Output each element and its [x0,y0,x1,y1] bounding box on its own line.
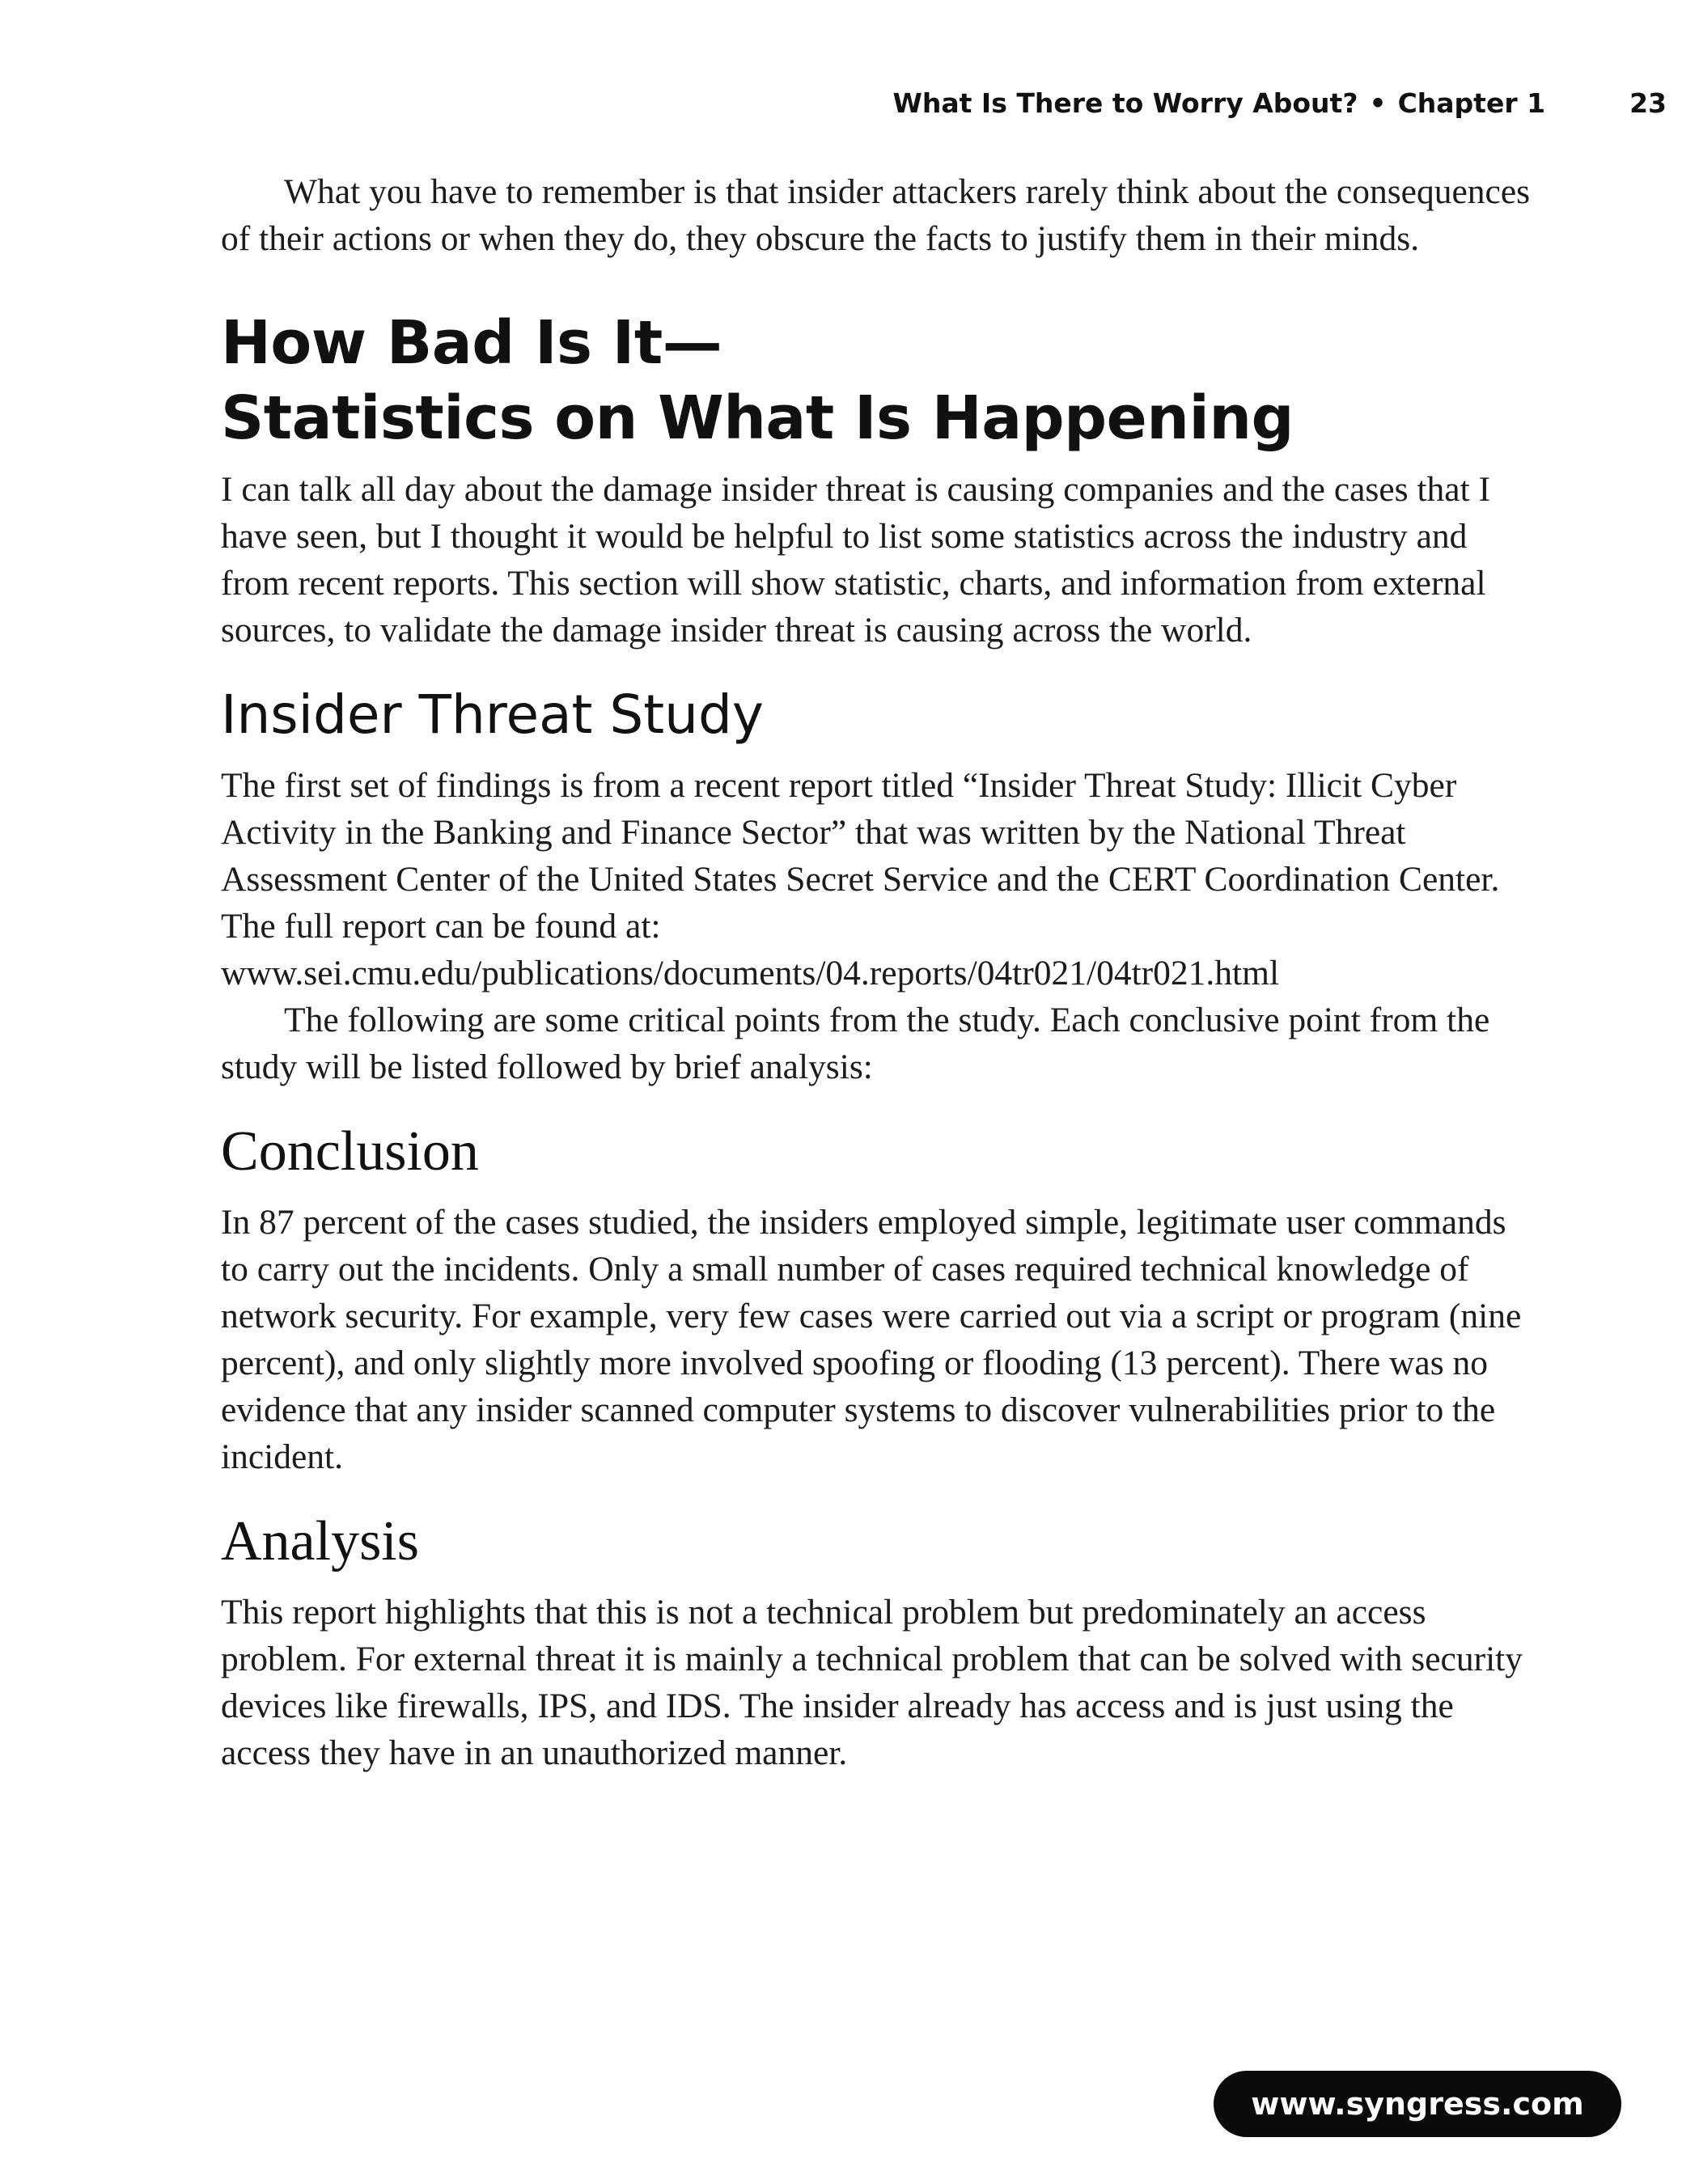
analysis-paragraph: This report highlights that this is not a technical problem but predominately an access problem. For external threat it is mainly a technical problem that can be solved with security devices like firewalls, IPS, and IDS. The insider already has access and is just using the access they have in an unauthorized manner. [221,1593,1523,1772]
study-paragraph-2: The following are some critical points from the study. Each conclusive point from the study will be listed followed by brief analysis: [221,1001,1490,1086]
footer-url-badge[interactable] [1214,2071,1621,2137]
section-paragraph: I can talk all day about the damage insider threat is causing companies and the cases that I have seen, but I thought it would be helpful to list some statistics across the industry and from recent reports. This section will show statistic, charts, and information from external sources, to validate the damage insider threat is causing across the world. [221,470,1491,650]
intro-paragraph: What you have to remember is that insider attackers rarely think about the consequences of their actions or when they do, they obscure the facts to justify them in their minds. [221,172,1531,258]
footer-url[interactable]: www.syngress.com [1251,2086,1584,2122]
study-paragraph-1: The first set of findings is from a recent report titled “Insider Threat Study: Illicit Cyber Activity in the Banking and Finance Sector” that was written by the National Threat Assessment Center of the United States Secret Service and the CERT Coordination Center. The full report can be found at: www.sei.cmu.edu/publications/documents/04.reports/04tr021/04tr021.html [221,766,1500,993]
section-heading [221,306,1541,456]
chapter-title: What Is There to Worry About? [892,87,1358,119]
study-heading: Insider Threat Study [221,684,764,746]
section-heading-line1: How Bad Is It— [221,308,722,378]
page-body [221,168,1541,1776]
conclusion-heading: Conclusion [221,1120,479,1183]
header-separator: • [1369,87,1387,119]
analysis-heading: Analysis [221,1510,419,1572]
conclusion-paragraph: In 87 percent of the cases studied, the insiders employed simple, legitimate user commands to carry out the incidents. Only a small number of cases required technical knowledge of network security. For example, very few cases were carried out via a script or program (nine percent), and only slightly more involved spoofing or flooding (13 percent). There was no evidence that any insider scanned computer systems to discover vulnerabilities prior to the incident. [221,1203,1522,1476]
chapter-label: Chapter 1 [1397,87,1546,119]
running-head [892,87,1667,119]
page-number: 23 [1629,87,1667,119]
section-heading-line2: Statistics on What Is Happening [221,383,1294,453]
